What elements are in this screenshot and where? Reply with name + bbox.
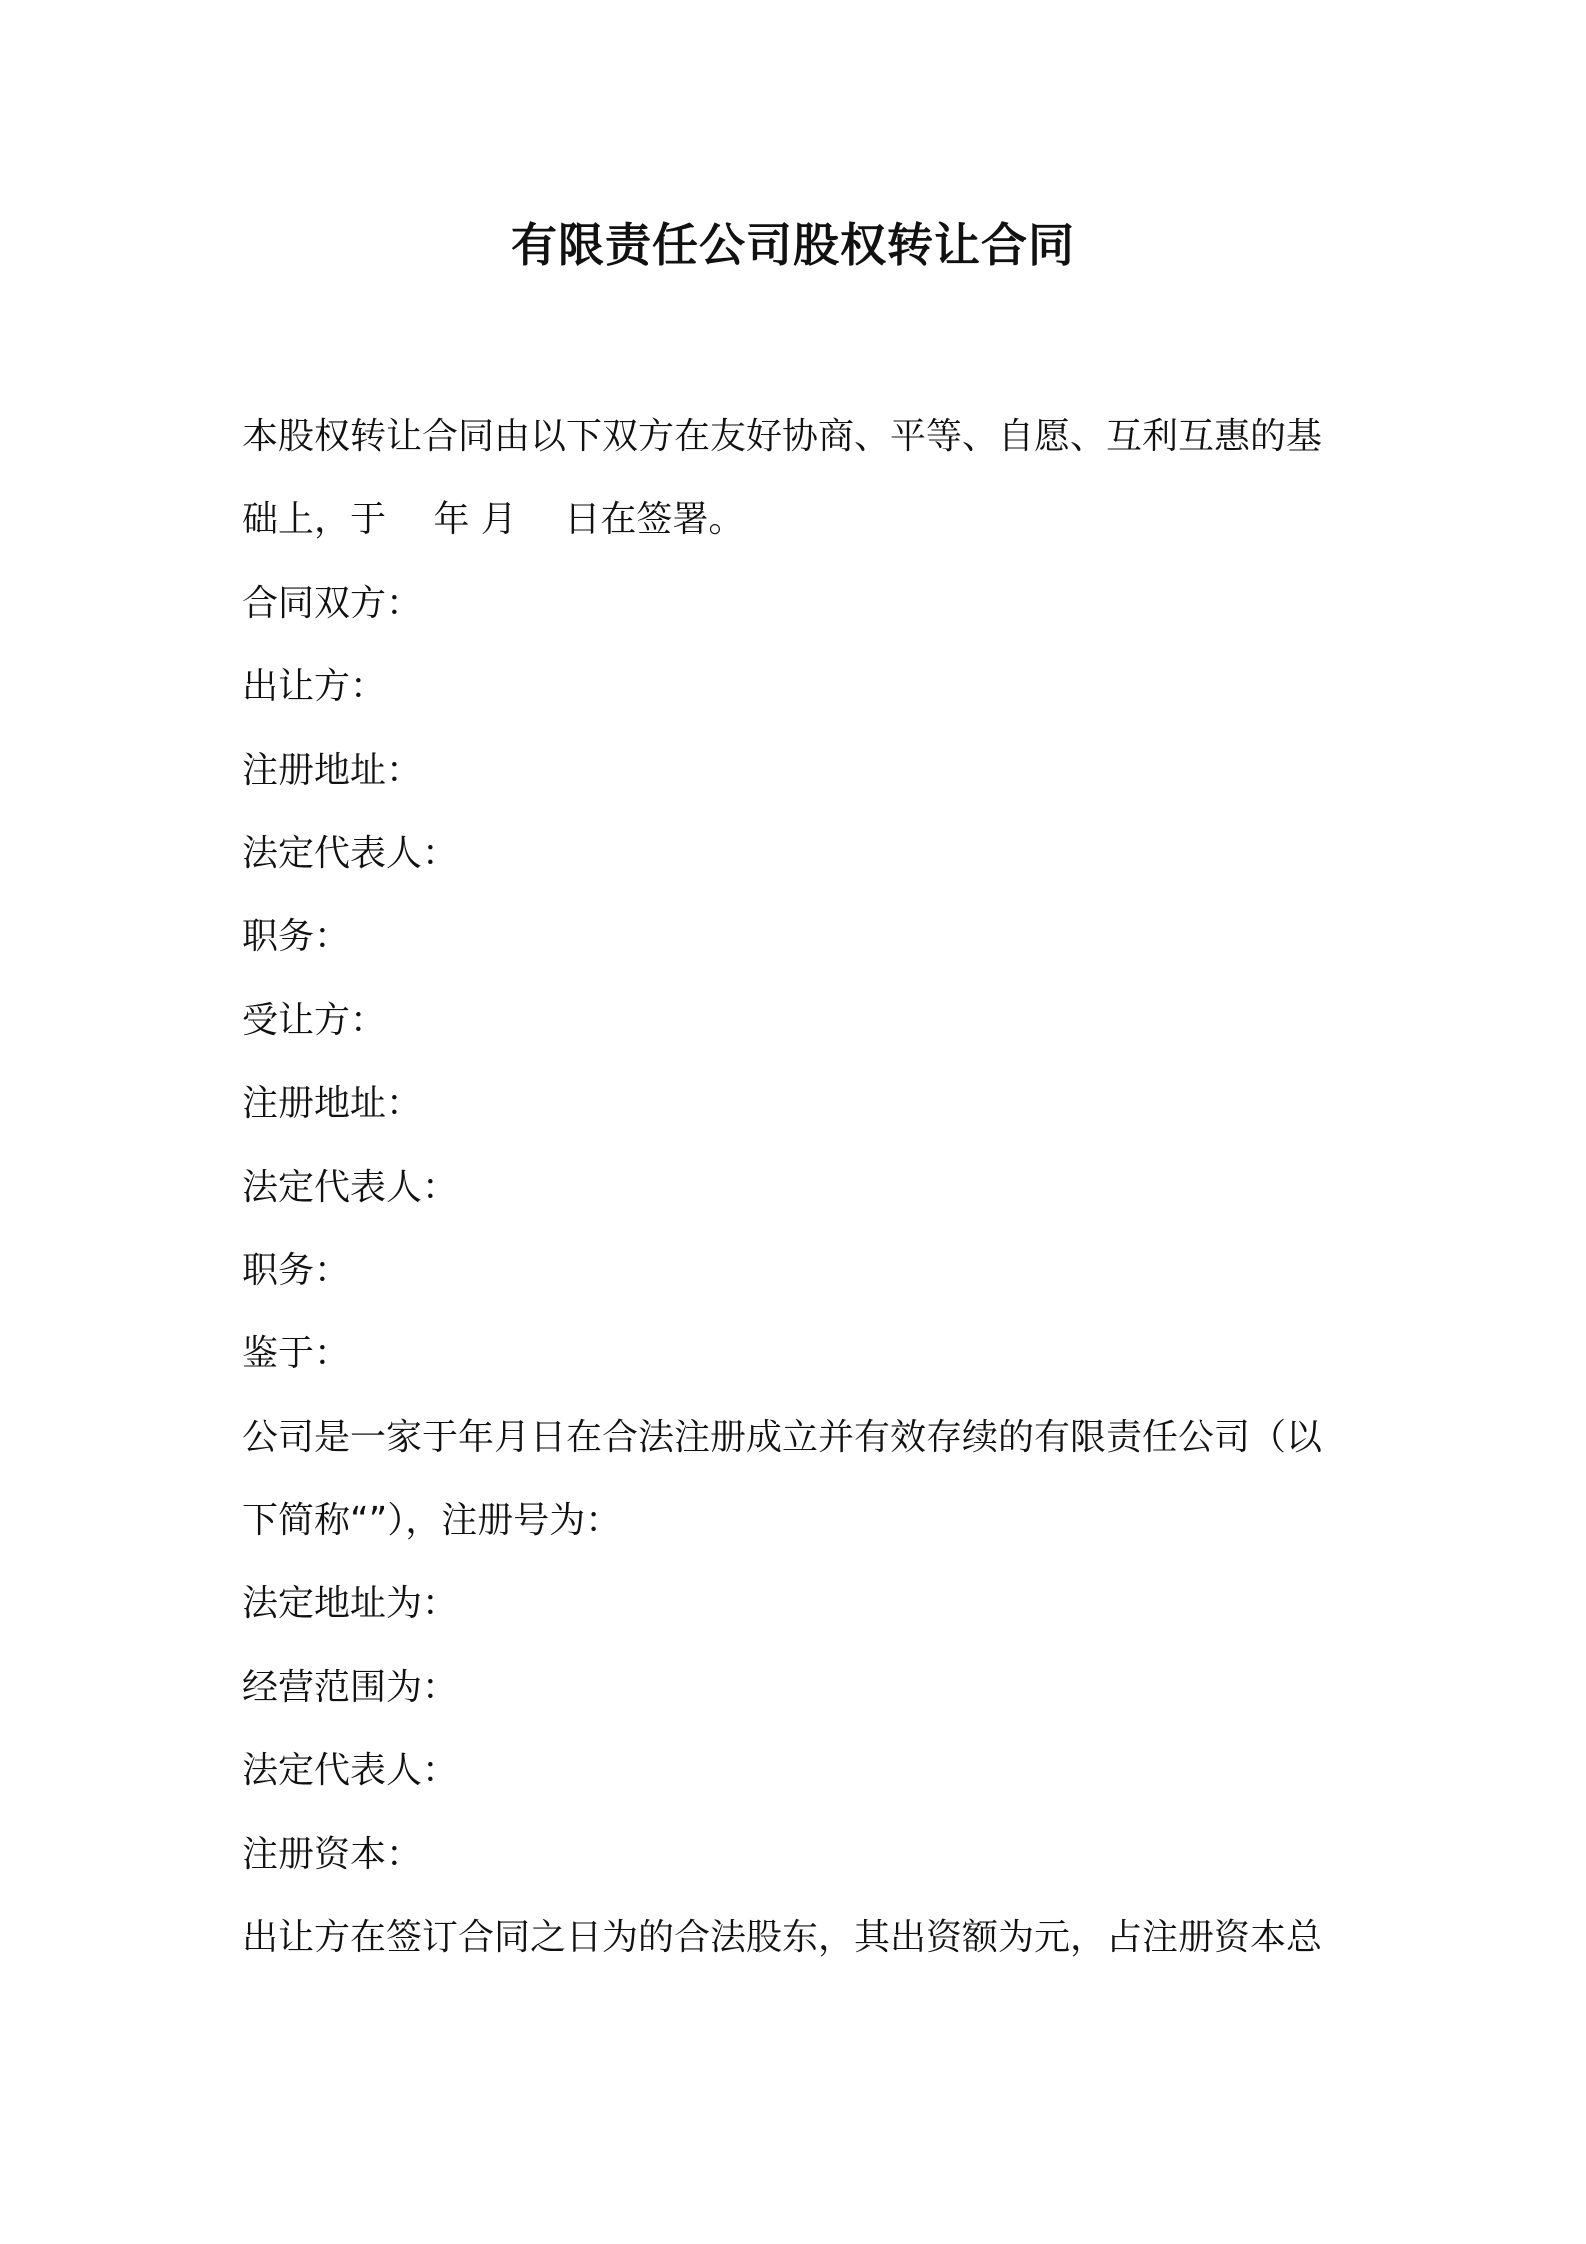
whereas-heading: 鉴于： [242, 1333, 351, 1375]
legal-address-label: 法定地址为： [242, 1583, 459, 1625]
company-description-line-2: 下简称“”），注册号为： [242, 1500, 622, 1542]
document-title: 有限责任公司股权转让合同 [511, 218, 1075, 272]
business-scope-label: 经营范围为： [242, 1666, 459, 1708]
transferor-address-label: 注册地址： [242, 749, 423, 791]
transferee-label: 受让方： [242, 999, 387, 1041]
registered-capital-label: 注册资本： [242, 1833, 423, 1875]
intro-line-1: 本股权转让合同由以下双方在友好协商、平等、自愿、互利互惠的基 [242, 416, 1323, 457]
transferee-legal-rep-label: 法定代表人： [242, 1166, 459, 1208]
company-legal-rep-label: 法定代表人： [242, 1750, 459, 1792]
company-description-line-1: 公司是一家于年月日在合法注册成立并有效存续的有限责任公司（以 [242, 1416, 1323, 1458]
transferor-label: 出让方： [242, 666, 387, 708]
shareholding-statement-line: 出让方在签订合同之日为的合法股东，其出资额为元，占注册资本总 [242, 1917, 1323, 1959]
intro-line-2: 础上，于 年 月 日在签署。 [242, 499, 745, 541]
transferor-position-label: 职务： [242, 916, 351, 958]
document-body [242, 405, 1352, 1989]
parties-heading: 合同双方： [242, 582, 423, 624]
transferor-legal-rep-label: 法定代表人： [242, 832, 459, 874]
transferee-position-label: 职务： [242, 1249, 351, 1291]
transferee-address-label: 注册地址： [242, 1083, 423, 1125]
